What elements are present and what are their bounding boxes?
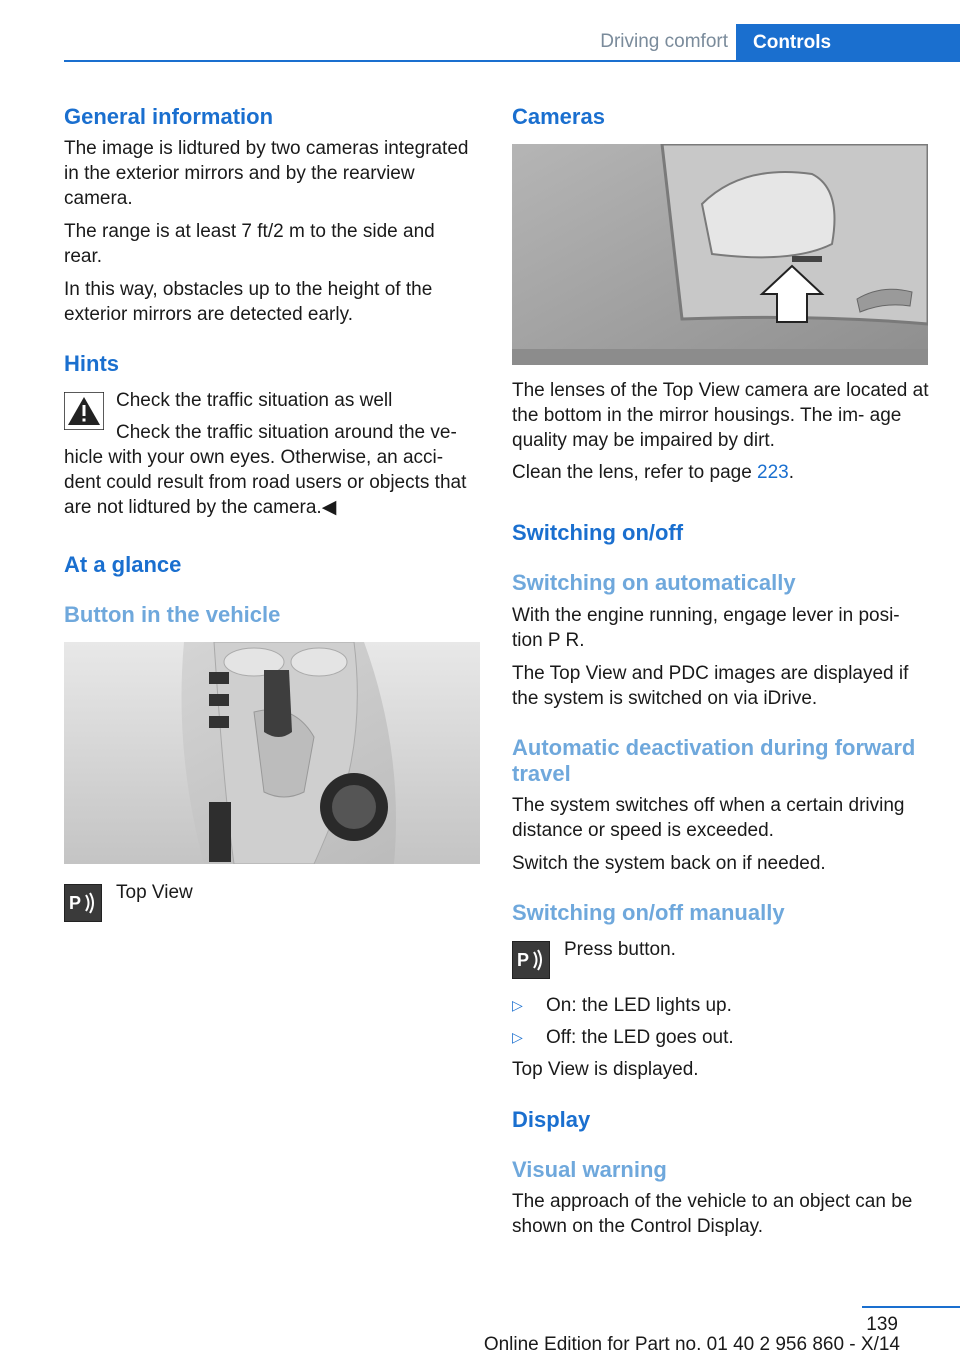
visual-warning-heading: Visual warning [512, 1157, 667, 1182]
header-section-label: Driving comfort [600, 31, 728, 52]
bullet-triangle-icon: ▷ [512, 997, 523, 1013]
center-console-image [64, 642, 480, 864]
switching-auto-para-1: With the engine running, engage lever in posi‐ tion P R. [512, 605, 900, 651]
warning-body: hicle with your own eyes. Otherwise, an acci‐ dent could result from road users or objects that are not lidtured by the camera.◀ [64, 447, 467, 518]
clean-lens-text: Clean the lens, refer to page [512, 462, 758, 483]
general-info-para-2: The range is at least 7 ft/2 m to the side and rear. [64, 221, 435, 267]
warning-title: Check the traffic situation as well [116, 390, 393, 411]
header-tab-controls: Controls [736, 24, 960, 62]
edition-footer: Online Edition for Part no. 01 40 2 956 860 - X/14 [483, 1334, 900, 1355]
visual-warning-para: The approach of the vehicle to an object can be shown on the Control Display. [512, 1191, 913, 1237]
clean-lens-period: . [788, 462, 795, 483]
top-view-button-icon [64, 884, 102, 922]
switching-auto-para-2: The Top View and PDC images are displayed if the system is switched on via iDrive. [512, 663, 909, 709]
cameras-para-1: The lenses of the Top View camera are located at the bottom in the mirror housings. The im‐ age quality may be impaired by dirt. [512, 380, 929, 451]
top-view-displayed: Top View is displayed. [512, 1059, 699, 1080]
header-rule [64, 60, 960, 62]
bullet-led-on: On: the LED lights up. [546, 995, 732, 1016]
switching-auto-heading: Switching on automatically [512, 570, 796, 595]
deactivation-para-2: Switch the system back on if needed. [512, 853, 826, 874]
page-number: 139 [866, 1314, 898, 1335]
general-info-para-3: In this way, obstacles up to the height of the exterior mirrors are detected early. [64, 279, 433, 325]
warning-line-1: Check the traffic situation around the ve‐ [116, 422, 457, 443]
mirror-camera-image [512, 144, 928, 365]
warning-icon [64, 392, 104, 430]
display-heading: Display [512, 1107, 591, 1132]
deactivation-para-1: The system switches off when a certain driving distance or speed is exceeded. [512, 795, 905, 841]
hints-heading: Hints [64, 351, 119, 376]
bullet-led-off: Off: the LED goes out. [546, 1027, 734, 1048]
manual-heading: Switching on/off manually [512, 900, 785, 925]
top-view-label: Top View [116, 882, 193, 903]
at-a-glance-heading: At a glance [64, 552, 182, 577]
cameras-heading: Cameras [512, 104, 605, 129]
button-in-vehicle-heading: Button in the vehicle [64, 602, 281, 627]
top-view-button-icon-2 [512, 941, 550, 979]
deactivation-heading: Automatic deactivation during forward travel [512, 735, 916, 786]
footer-rule [862, 1306, 960, 1308]
svg-text:P: P [517, 950, 530, 970]
bullet-triangle-icon: ▷ [512, 1029, 523, 1045]
general-info-heading: General information [64, 104, 274, 129]
cameras-para-2 [512, 460, 930, 485]
svg-text:P: P [69, 893, 82, 913]
press-button-label: Press button. [564, 939, 676, 960]
page-223-link[interactable]: 223 [757, 462, 789, 483]
switching-heading: Switching on/off [512, 520, 684, 545]
general-info-para-1: The image is lidtured by two cameras integrated in the exterior mirrors and by the rearview camera. [64, 138, 469, 209]
